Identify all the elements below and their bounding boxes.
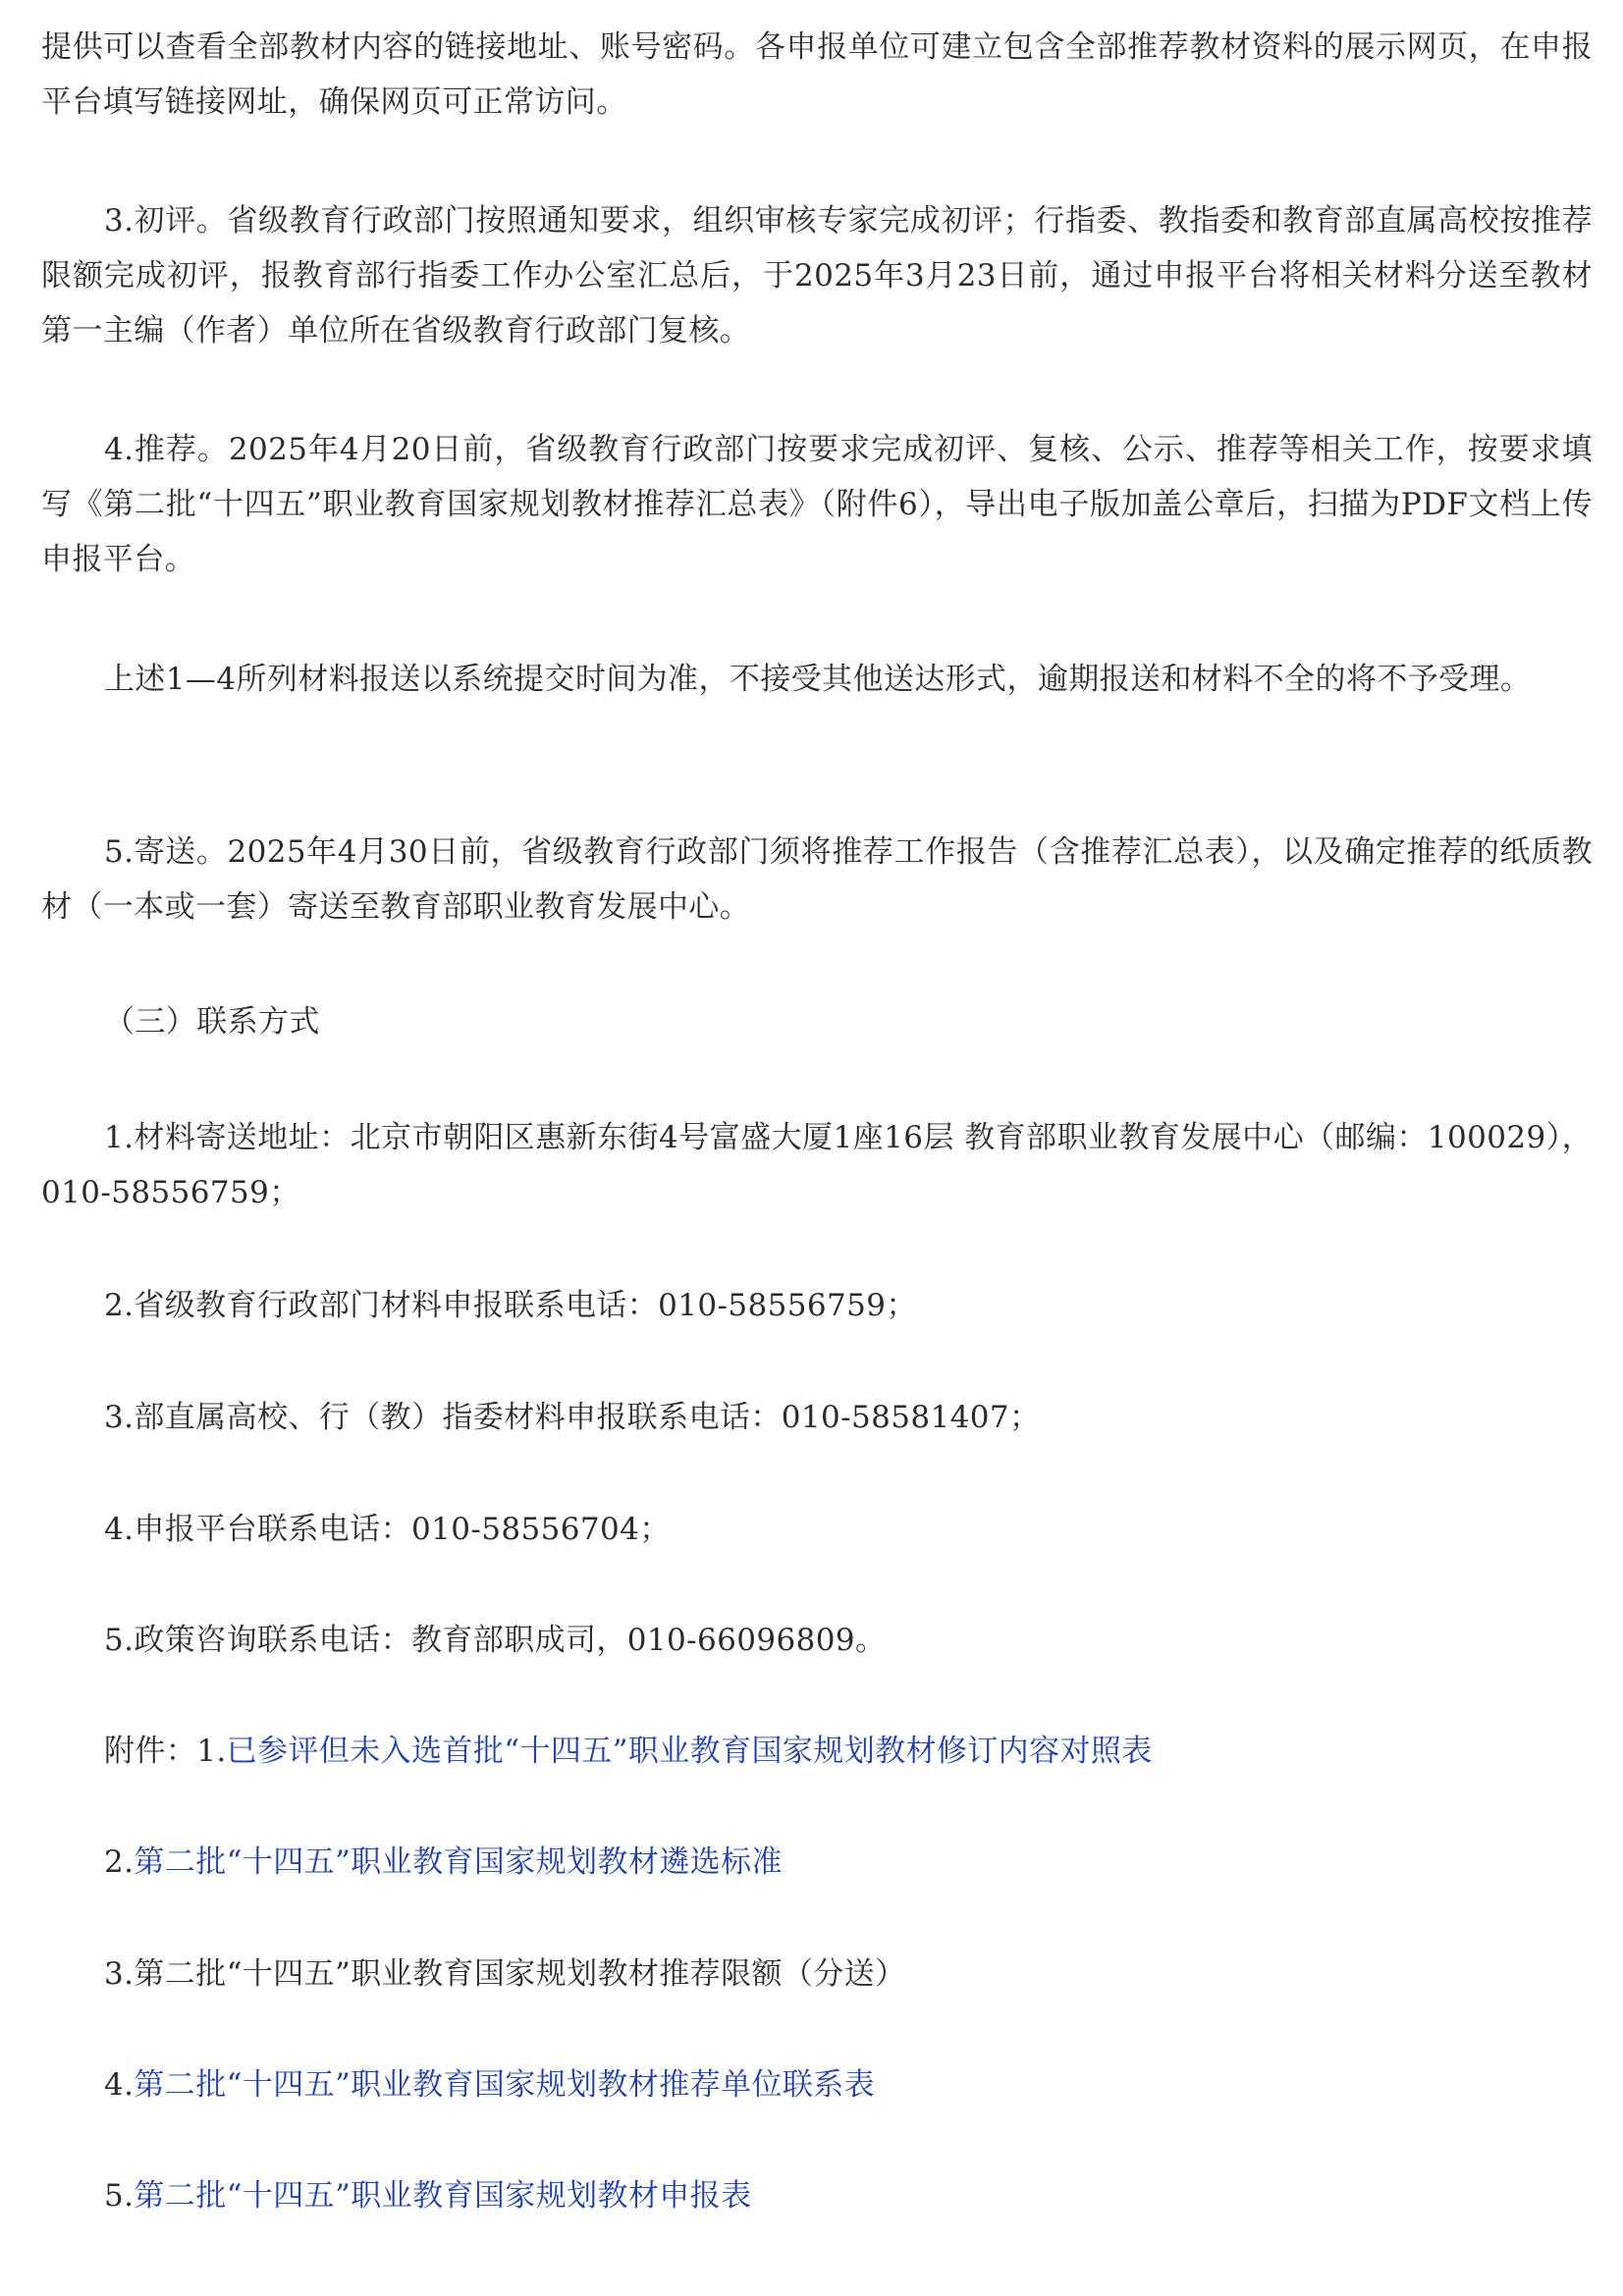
attachment-1-number: 1. bbox=[196, 1734, 227, 1769]
contact-policy-phone: 5.政策咨询联系电话：教育部职成司，010-66096809。 bbox=[104, 1623, 887, 1658]
attachments-label: 附件： bbox=[104, 1734, 197, 1769]
contact-platform-phone: 4.申报平台联系电话：010-58556704； bbox=[104, 1512, 671, 1547]
attachment-4 bbox=[104, 2057, 875, 2112]
attachment-5-link[interactable]: 第二批“十四五”职业教育国家规划教材申报表 bbox=[134, 2178, 752, 2214]
attachment-5-number: 5. bbox=[104, 2178, 135, 2214]
contact-heading: （三）联系方式 bbox=[104, 1004, 320, 1040]
contact-university-phone: 3.部直属高校、行（教）指委材料申报联系电话：010-58581407； bbox=[104, 1400, 1041, 1435]
attachment-2-link[interactable]: 第二批“十四五”职业教育国家规划教材遴选标准 bbox=[134, 1844, 783, 1880]
paragraph-initial-review: 3.初评。省级教育行政部门按照通知要求，组织审核专家完成初评；行指委、教指委和教育部直属高校按推荐限额完成初评，报教育部行指委工作办公室汇总后，于2025年3月23日前，通过申报平台将相关材料分送至教材第一主编（作者）单位所在省级教育行政部门复核。 bbox=[41, 203, 1593, 348]
contact-address: 1.材料寄送地址：北京市朝阳区惠新东街4号富盛大厦1座16层 教育部职业教育发展中心（邮编：100029），010-58556759； bbox=[41, 1120, 1593, 1210]
attachment-4-link[interactable]: 第二批“十四五”职业教育国家规划教材推荐单位联系表 bbox=[134, 2067, 876, 2103]
paragraph-recommendation: 4.推荐。2025年4月20日前，省级教育行政部门按要求完成初评、复核、公示、推荐等相关工作，按要求填写《第二批“十四五”职业教育国家规划教材推荐汇总表》（附件6），导出电子版加盖公章后，扫描为PDF文档上传申报平台。 bbox=[41, 432, 1593, 577]
attachment-1 bbox=[104, 1724, 1153, 1779]
attachment-3: 3.第二批“十四五”职业教育国家规划教材推荐限额（分送） bbox=[104, 1956, 906, 1992]
paragraph-mailing: 5.寄送。2025年4月30日前，省级教育行政部门须将推荐工作报告（含推荐汇总表），以及确定推荐的纸质教材（一本或一套）寄送至教育部职业教育发展中心。 bbox=[41, 834, 1593, 925]
paragraph-link-instructions: 提供可以查看全部教材内容的链接地址、账号密码。各申报单位可建立包含全部推荐教材资料的展示网页，在申报平台填写链接网址，确保网页可正常访问。 bbox=[41, 29, 1593, 120]
paragraph-submission-note: 上述1—4所列材料报送以系统提交时间为准，不接受其他送达形式，逾期报送和材料不全的将不予受理。 bbox=[104, 662, 1532, 697]
attachment-2 bbox=[104, 1835, 783, 1890]
attachment-1-link[interactable]: 已参评但未入选首批“十四五”职业教育国家规划教材修订内容对照表 bbox=[226, 1734, 1153, 1769]
contact-provincial-phone: 2.省级教育行政部门材料申报联系电话：010-58556759； bbox=[104, 1288, 917, 1323]
attachment-5 bbox=[104, 2168, 752, 2223]
attachment-4-number: 4. bbox=[104, 2067, 135, 2103]
attachment-2-number: 2. bbox=[104, 1844, 135, 1880]
